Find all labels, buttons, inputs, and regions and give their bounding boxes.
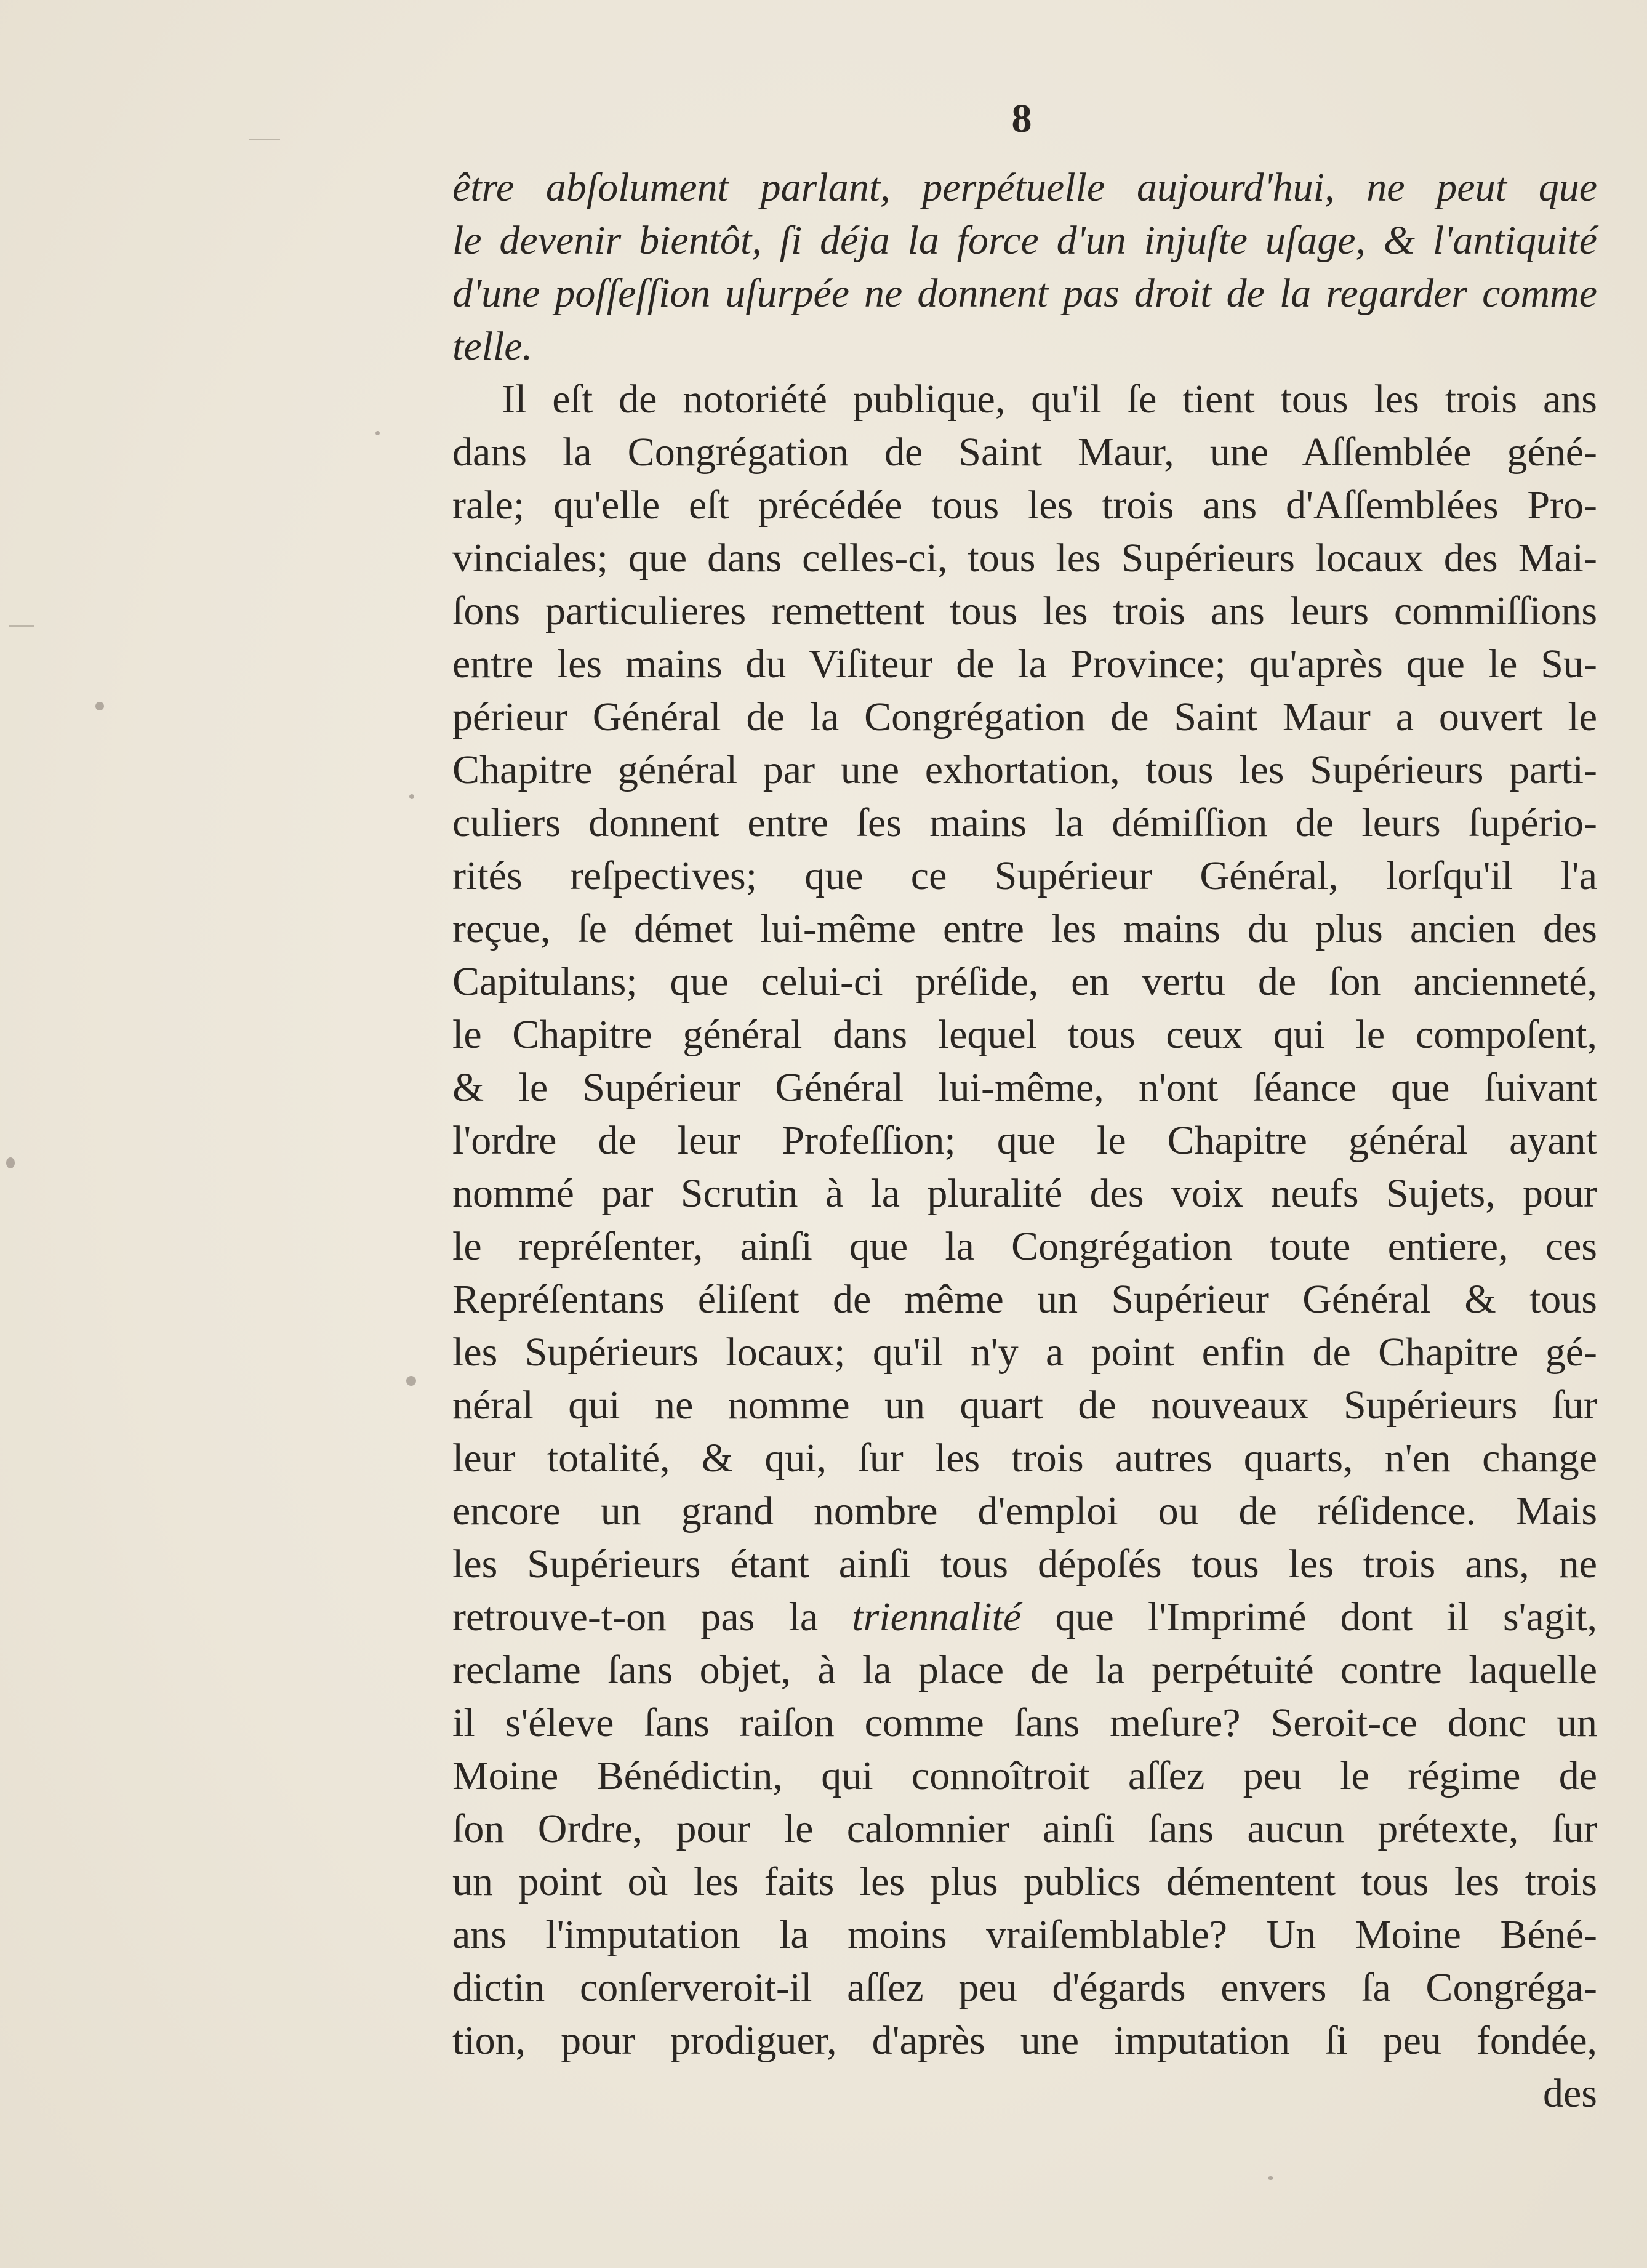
text-line: d'une poſſeſſion uſurpée ne donnent pas droit de la regarder comme [452,271,1597,316]
text-line: rités reſpectives; que ce Supérieur Général, lorſqu'il l'a [452,853,1597,898]
text-run: retrouve-t-on pas la [452,1594,852,1639]
catchword: des [1543,2071,1597,2116]
text-line: ſons particulieres remettent tous les trois ans leurs commiſſions [452,589,1597,633]
paper-speck [406,1376,416,1386]
paper-speck [1268,2176,1273,2180]
text-line: périeur Général de la Congrégation de Saint Maur a ouvert le [452,694,1597,739]
text-line: & le Supérieur Général lui-même, n'ont ſéance que ſuivant [452,1065,1597,1110]
italic-term: triennalité [852,1594,1022,1639]
paper-speck [375,431,380,435]
text-line: culiers donnent entre ſes mains la démiſſion de leurs ſupério- [452,800,1597,845]
text-line: rale; qu'elle eſt précédée tous les trois ans d'Aſſemblées Pro- [452,483,1597,528]
page-number: 8 [1011,96,1032,141]
text-line: le Chapitre général dans lequel tous ceux qui le compoſent, [452,1012,1597,1057]
text-line: être abſolument parlant, perpétuelle aujourd'hui, ne peut que [452,165,1597,210]
text-line: les Supérieurs étant ainſi tous dépoſés tous les trois ans, ne [452,1542,1597,1586]
text-line: nommé par Scrutin à la pluralité des voix neufs Sujets, pour [452,1171,1597,1216]
body-text [452,161,1597,2120]
paper-mark [9,625,34,627]
text-line: l'ordre de leur Profeſſion; que le Chapitre général ayant [452,1118,1597,1163]
text-line: néral qui ne nomme un quart de nouveaux Supérieurs ſur [452,1383,1597,1428]
text-line: leur totalité, & qui, ſur les trois autres quarts, n'en change [452,1436,1597,1481]
text-line-mixed [452,1591,1597,1644]
text-line: Repréſentans éliſent de même un Supérieur Général & tous [452,1277,1597,1322]
text-line: ans l'imputation la moins vraiſemblable? Un Moine Béné- [452,1912,1597,1957]
paper-speck [6,1157,15,1168]
text-line: les Supérieurs locaux; qu'il n'y a point enfin de Chapitre gé- [452,1330,1597,1375]
text-line: encore un grand nombre d'emploi ou de réſidence. Mais [452,1489,1597,1534]
text-line: Moine Bénédictin, qui connoîtroit aſſez peu le régime de [452,1753,1597,1798]
paper-speck [409,794,414,799]
text-line: reçue, ſe démet lui-même entre les mains du plus ancien des [452,906,1597,951]
paragraph-first-line: Il eſt de notoriété publique, qu'il ſe tient tous les trois ans [502,377,1597,422]
text-line: vinciales; que dans celles-ci, tous les Supérieurs locaux des Mai- [452,536,1597,581]
text-line: il s'éleve ſans raiſon comme ſans meſure? Seroit-ce donc un [452,1700,1597,1745]
text-line: ſon Ordre, pour le calomnier ainſi ſans aucun prétexte, ſur [452,1806,1597,1851]
text-line: Chapitre général par une exhortation, tous les Supérieurs parti- [452,747,1597,792]
paper-speck [95,702,104,710]
text-line: reclame ſans objet, à la place de la perpétuité contre laquelle [452,1647,1597,1692]
text-line: telle. [452,324,533,369]
text-line: le devenir bientôt, ſi déja la force d'un injuſte uſage, & l'antiquité [452,218,1597,263]
text-line: dictin conſerveroit-il aſſez peu d'égards envers ſa Congréga- [452,1965,1597,2010]
text-line: le repréſenter, ainſi que la Congrégation toute entiere, ces [452,1224,1597,1269]
text-line: entre les mains du Viſiteur de la Province; qu'après que le Su- [452,641,1597,686]
text-line: tion, pour prodiguer, d'après une imputation ſi peu fondée, [452,2018,1597,2063]
text-line: dans la Congrégation de Saint Maur, une Aſſemblée géné- [452,430,1597,475]
text-run: que l'Imprimé dont il s'agit, [1021,1594,1597,1639]
text-line: Capitulans; que celui-ci préſide, en vertu de ſon ancienneté, [452,959,1597,1004]
paper-mark [249,139,280,140]
text-line: un point où les faits les plus publics démentent tous les trois [452,1859,1597,1904]
